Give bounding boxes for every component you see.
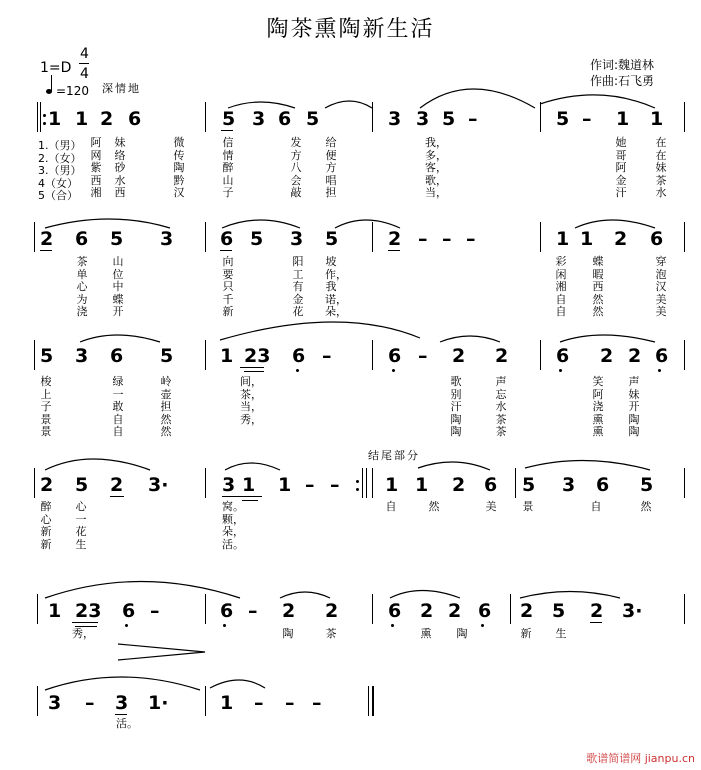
lyric: 自 bbox=[385, 500, 397, 513]
time-signature-bottom: 4 bbox=[80, 66, 89, 82]
slur bbox=[80, 335, 160, 342]
lyric: 壶 bbox=[160, 387, 172, 401]
note: 1 bbox=[75, 108, 89, 130]
note: 5 bbox=[75, 474, 89, 496]
lyric: 妹 bbox=[628, 387, 640, 401]
note: 6 bbox=[650, 228, 664, 250]
lyric: 美 bbox=[655, 305, 667, 318]
lyric: 汗 bbox=[615, 186, 627, 199]
lyric: 梭 bbox=[40, 375, 52, 388]
lyric: 坡 bbox=[325, 255, 337, 268]
note: 3 bbox=[290, 228, 304, 250]
note: 5 bbox=[250, 228, 264, 250]
lyric: 活。 bbox=[222, 537, 244, 551]
note: – bbox=[466, 228, 476, 250]
lyric: 醉 bbox=[222, 161, 234, 174]
note: – bbox=[285, 692, 295, 714]
lyric: 歌， bbox=[425, 173, 447, 187]
note: 6 bbox=[278, 108, 292, 130]
slur bbox=[575, 220, 655, 228]
slur bbox=[540, 95, 655, 108]
lyric: 陶 bbox=[628, 412, 640, 426]
slur bbox=[228, 102, 295, 108]
lyric: 茶 bbox=[655, 173, 667, 187]
lyric: 湘 bbox=[90, 186, 102, 199]
lyric: 茶， bbox=[240, 387, 262, 401]
note: 5 bbox=[160, 345, 174, 367]
note: 6 bbox=[110, 345, 124, 367]
lyric: 情 bbox=[222, 148, 234, 162]
note: 1 bbox=[220, 692, 234, 714]
lyric: 声 bbox=[495, 375, 507, 388]
lyric: 醉 bbox=[40, 500, 52, 513]
lyric: 然 bbox=[592, 292, 604, 306]
lyric: 黔 bbox=[173, 173, 185, 187]
note: 1 bbox=[556, 228, 570, 250]
note: 5 bbox=[442, 108, 456, 130]
lyric: 汉 bbox=[655, 280, 667, 293]
lyric: 自 bbox=[112, 425, 124, 438]
note: – bbox=[150, 600, 160, 622]
lyric: 八 bbox=[290, 161, 302, 174]
lyric: 生 bbox=[75, 537, 87, 551]
lyric: 网 bbox=[90, 148, 102, 162]
lyric: 阳 bbox=[292, 255, 304, 268]
lyric: 我， bbox=[425, 136, 447, 149]
note: 2 bbox=[40, 474, 54, 496]
note: 6 bbox=[484, 474, 498, 496]
lyric: 穿 bbox=[655, 255, 667, 268]
lyric: 金 bbox=[292, 292, 304, 306]
note: 2 bbox=[40, 228, 54, 250]
lyric: 传 bbox=[173, 148, 185, 162]
note: 3 bbox=[416, 108, 430, 130]
note: – bbox=[85, 692, 95, 714]
lyric: 汉 bbox=[173, 186, 185, 199]
note: 3 bbox=[252, 108, 266, 130]
lyric: 暇 bbox=[592, 267, 604, 281]
note: 1· bbox=[148, 692, 169, 714]
lyric: 砂 bbox=[114, 161, 126, 174]
note: 6 bbox=[388, 345, 402, 367]
lyric: 工 bbox=[292, 267, 304, 281]
lyric: 为 bbox=[76, 292, 88, 306]
slur bbox=[225, 463, 280, 470]
note: 5 bbox=[552, 600, 566, 622]
slur bbox=[440, 336, 500, 342]
lyric: 妹 bbox=[114, 136, 126, 149]
expression-marking: 深情地 bbox=[102, 82, 141, 95]
note: 3· bbox=[622, 600, 643, 622]
note: 1 bbox=[415, 474, 429, 496]
note: 5 bbox=[640, 474, 654, 496]
lyric: 心 bbox=[40, 512, 52, 526]
lyric: 歌 bbox=[450, 375, 462, 388]
time-signature-top: 4 bbox=[80, 46, 89, 62]
verse-label: 2.（女） bbox=[38, 151, 82, 165]
note: 2 bbox=[388, 228, 402, 250]
ending-section-label: 结尾部分 bbox=[368, 449, 420, 462]
key-signature: 1=D bbox=[40, 60, 72, 76]
slur bbox=[220, 322, 420, 340]
lyric: 新 bbox=[40, 525, 52, 538]
lyric: 新 bbox=[520, 627, 532, 640]
note: 1 bbox=[278, 474, 292, 496]
note: – bbox=[312, 692, 322, 714]
lyric: 蝶 bbox=[112, 292, 124, 306]
note: 5 bbox=[40, 345, 54, 367]
slur bbox=[390, 591, 460, 599]
verse-label: 5（合） bbox=[38, 189, 78, 202]
note: 1 bbox=[48, 108, 62, 130]
note: 23 bbox=[75, 600, 102, 622]
lyric: 信 bbox=[222, 136, 234, 149]
lyric: 活。 bbox=[116, 717, 138, 730]
lyric: 子 bbox=[40, 400, 52, 413]
lyric: 担 bbox=[160, 400, 172, 413]
lyric: 只 bbox=[222, 280, 234, 293]
note: – bbox=[322, 345, 332, 367]
note: 6 bbox=[128, 108, 142, 130]
slur bbox=[418, 462, 490, 470]
lyric: 开 bbox=[112, 305, 124, 318]
note: 6 bbox=[596, 474, 610, 496]
note: – bbox=[442, 228, 452, 250]
lyric: 自 bbox=[555, 305, 567, 318]
slur bbox=[520, 592, 620, 599]
lyric: 生 bbox=[555, 627, 567, 640]
lyric: 多， bbox=[425, 148, 447, 162]
note: 3 bbox=[388, 108, 402, 130]
lyric: 茶 bbox=[495, 412, 507, 426]
note: 1 bbox=[48, 600, 62, 622]
slur bbox=[280, 592, 330, 598]
lyric: 朵， bbox=[325, 305, 347, 318]
slur bbox=[560, 335, 655, 342]
lyric: 闲 bbox=[555, 267, 567, 281]
slur bbox=[45, 677, 200, 690]
lyric: 然 bbox=[428, 500, 440, 513]
slur bbox=[45, 219, 170, 228]
note: – bbox=[330, 474, 340, 496]
note: 2 bbox=[110, 474, 124, 496]
lyric: 敢 bbox=[112, 400, 124, 413]
lyric: 有 bbox=[292, 280, 304, 293]
lyric: 然 bbox=[160, 412, 172, 426]
note: 2 bbox=[325, 600, 339, 622]
slur bbox=[45, 582, 240, 599]
lyric: 声 bbox=[628, 375, 640, 388]
slur bbox=[325, 101, 372, 108]
verse-label: 4（女） bbox=[38, 176, 78, 190]
lyric: 开 bbox=[628, 400, 640, 413]
lyric: 景 bbox=[40, 412, 52, 426]
lyric: 阿 bbox=[90, 136, 102, 149]
lyric: 浇 bbox=[592, 400, 604, 413]
lyric: 要 bbox=[222, 267, 234, 281]
lyric: 然 bbox=[592, 305, 604, 318]
note: – bbox=[254, 692, 264, 714]
lyric: 客， bbox=[425, 161, 447, 174]
note: 1 bbox=[385, 474, 399, 496]
lyric: 美 bbox=[485, 500, 497, 513]
lyric: 心 bbox=[76, 280, 88, 293]
lyric: 熏 bbox=[420, 627, 432, 640]
note: – bbox=[468, 108, 478, 130]
lyric: 在 bbox=[655, 148, 667, 162]
lyric: 微 bbox=[173, 136, 185, 149]
lyric: 水 bbox=[655, 186, 667, 199]
lyric: 方 bbox=[290, 148, 302, 162]
lyric: 金 bbox=[615, 173, 627, 187]
lyric: 茶 bbox=[495, 425, 507, 438]
note: 2 bbox=[590, 600, 604, 622]
slur bbox=[525, 460, 650, 470]
lyric: 陶 bbox=[282, 627, 294, 640]
note: – bbox=[305, 474, 315, 496]
note: 6 bbox=[75, 228, 89, 250]
song-title: 陶茶熏陶新生活 bbox=[266, 17, 435, 42]
lyric: 自 bbox=[112, 412, 124, 426]
lyric: 水 bbox=[114, 173, 126, 187]
lyric: 心 bbox=[75, 500, 87, 513]
lyric: 妹 bbox=[655, 161, 667, 174]
lyric: 紫 bbox=[90, 161, 102, 174]
note: 3 bbox=[160, 228, 174, 250]
lyric: 当， bbox=[240, 400, 262, 413]
lyric: 朵， bbox=[222, 525, 244, 538]
lyric: 位 bbox=[112, 267, 124, 281]
note: 1 bbox=[650, 108, 664, 130]
lyric: 自 bbox=[555, 292, 567, 306]
lyric: 西 bbox=[90, 173, 102, 187]
lyric: 美 bbox=[655, 292, 667, 306]
lyric: 发 bbox=[290, 136, 302, 149]
lyric: 山 bbox=[222, 173, 234, 187]
lyric: 彩 bbox=[555, 255, 567, 268]
note: 6 bbox=[122, 600, 136, 622]
note: 1 bbox=[220, 345, 234, 367]
lyric: 陶 bbox=[173, 161, 185, 174]
lyric: 花 bbox=[292, 305, 304, 318]
lyric: 担 bbox=[325, 186, 337, 199]
lyric: 上 bbox=[40, 387, 52, 401]
note: 3 bbox=[222, 474, 236, 496]
lyric: 笑 bbox=[592, 375, 604, 388]
note: 6 bbox=[220, 228, 234, 250]
note: 6 bbox=[388, 600, 402, 622]
note: 2 bbox=[452, 345, 466, 367]
note: 2 bbox=[614, 228, 628, 250]
lyric: 岭 bbox=[160, 375, 172, 388]
lyric: 熏 bbox=[592, 425, 604, 438]
lyric: 陶 bbox=[628, 425, 640, 438]
note: 3 bbox=[75, 345, 89, 367]
lyric: 给 bbox=[325, 136, 337, 149]
lyric: 络 bbox=[114, 148, 126, 162]
note: 3 bbox=[48, 692, 62, 714]
note: 6 bbox=[655, 345, 669, 367]
crescendo-hairpin bbox=[118, 644, 205, 660]
watermark: 歌谱简谱网 jianpu.cn bbox=[586, 752, 695, 765]
lyric: 湘 bbox=[555, 280, 567, 293]
note: 3 bbox=[115, 692, 129, 714]
lyric: 山 bbox=[112, 255, 124, 268]
note: 2 bbox=[282, 600, 296, 622]
lyric: 西 bbox=[114, 186, 126, 199]
note: – bbox=[418, 228, 428, 250]
lyric: 景 bbox=[522, 500, 534, 513]
lyric: 陶 bbox=[456, 627, 468, 640]
note: 6 bbox=[292, 345, 306, 367]
lyric: 绿 bbox=[112, 375, 124, 388]
note: 1 bbox=[616, 108, 630, 130]
lyric: 方 bbox=[325, 161, 337, 174]
lyric: 一 bbox=[75, 512, 87, 526]
lyric: 向 bbox=[222, 255, 234, 268]
lyric: 当， bbox=[425, 186, 447, 199]
lyric: 诺， bbox=[325, 292, 347, 306]
lyric: 唱 bbox=[325, 173, 337, 187]
lyric: 敲 bbox=[290, 186, 302, 199]
lyric: 熏 bbox=[592, 412, 604, 426]
note: 5 bbox=[556, 108, 570, 130]
lyric: 她 bbox=[615, 136, 627, 149]
note: 2 bbox=[520, 600, 534, 622]
verse-label: 3.（男） bbox=[38, 164, 82, 177]
note: 2 bbox=[448, 600, 462, 622]
note: 2 bbox=[420, 600, 434, 622]
lyric: 单 bbox=[76, 267, 88, 281]
lyric: 蝶 bbox=[592, 255, 604, 268]
lyric: 颗， bbox=[222, 512, 244, 526]
note: 6 bbox=[220, 600, 234, 622]
lyric: 中 bbox=[112, 280, 124, 293]
slur bbox=[222, 220, 300, 228]
lyric: 阿 bbox=[592, 387, 604, 401]
note: 2 bbox=[600, 345, 614, 367]
note: 3 bbox=[562, 474, 576, 496]
lyric: 秀， bbox=[72, 627, 94, 640]
lyric: 便 bbox=[325, 148, 337, 162]
verse-label: 1.（男） bbox=[38, 139, 82, 152]
lyric: 西 bbox=[592, 280, 604, 293]
composer-credit: 作曲:石飞勇 bbox=[590, 74, 655, 88]
note: 1 bbox=[242, 474, 256, 496]
lyric: 陶 bbox=[450, 425, 462, 438]
lyric: 子 bbox=[222, 186, 234, 199]
lyric: 在 bbox=[655, 136, 667, 149]
note: 2 bbox=[100, 108, 114, 130]
lyric: 泡 bbox=[655, 267, 667, 281]
lyric: 茶 bbox=[76, 255, 88, 268]
lyric: 会 bbox=[290, 173, 302, 187]
note: – bbox=[418, 345, 428, 367]
slur bbox=[335, 220, 400, 228]
note: 5 bbox=[325, 228, 339, 250]
note: 6 bbox=[556, 345, 570, 367]
note: – bbox=[248, 600, 258, 622]
note: 5 bbox=[110, 228, 124, 250]
note: 23 bbox=[244, 345, 271, 367]
lyric: 然 bbox=[640, 500, 652, 513]
lyric: 新 bbox=[40, 537, 52, 551]
note: 1 bbox=[580, 228, 594, 250]
lyric: 浇 bbox=[76, 305, 88, 318]
note: 5 bbox=[222, 108, 236, 130]
lyric: 阿 bbox=[615, 161, 627, 174]
slur bbox=[420, 89, 535, 108]
lyric: 窝。 bbox=[222, 500, 244, 513]
note: 2 bbox=[452, 474, 466, 496]
lyricist-credit: 作词:魏道林 bbox=[590, 58, 655, 72]
lyric: 陶 bbox=[450, 412, 462, 426]
lyric: 千 bbox=[222, 292, 234, 306]
lyric: 茶 bbox=[325, 627, 337, 640]
note: 5 bbox=[522, 474, 536, 496]
lyric: 作， bbox=[325, 267, 347, 281]
lyric: 景 bbox=[40, 425, 52, 438]
lyric: 汗 bbox=[450, 400, 462, 413]
note: – bbox=[582, 108, 592, 130]
tempo-marking: =120 bbox=[56, 84, 89, 98]
note: 3· bbox=[148, 474, 169, 496]
note: 2 bbox=[495, 345, 509, 367]
note: 2 bbox=[628, 345, 642, 367]
lyric: 一 bbox=[112, 387, 124, 401]
lyric: 秀， bbox=[240, 412, 262, 426]
slur bbox=[45, 459, 150, 470]
lyric: 花 bbox=[75, 525, 87, 538]
lyric: 间， bbox=[240, 375, 262, 388]
lyric: 自 bbox=[590, 500, 602, 513]
lyric: 我 bbox=[325, 280, 337, 293]
lyric: 水 bbox=[495, 400, 507, 413]
note: 5 bbox=[306, 108, 320, 130]
slur bbox=[210, 680, 265, 688]
lyric: 忘 bbox=[495, 387, 507, 401]
note: 6 bbox=[478, 600, 492, 622]
lyric: 新 bbox=[222, 305, 234, 318]
lyric: 然 bbox=[160, 425, 172, 438]
lyric: 别 bbox=[450, 387, 462, 401]
lyric: 哥 bbox=[615, 148, 627, 162]
